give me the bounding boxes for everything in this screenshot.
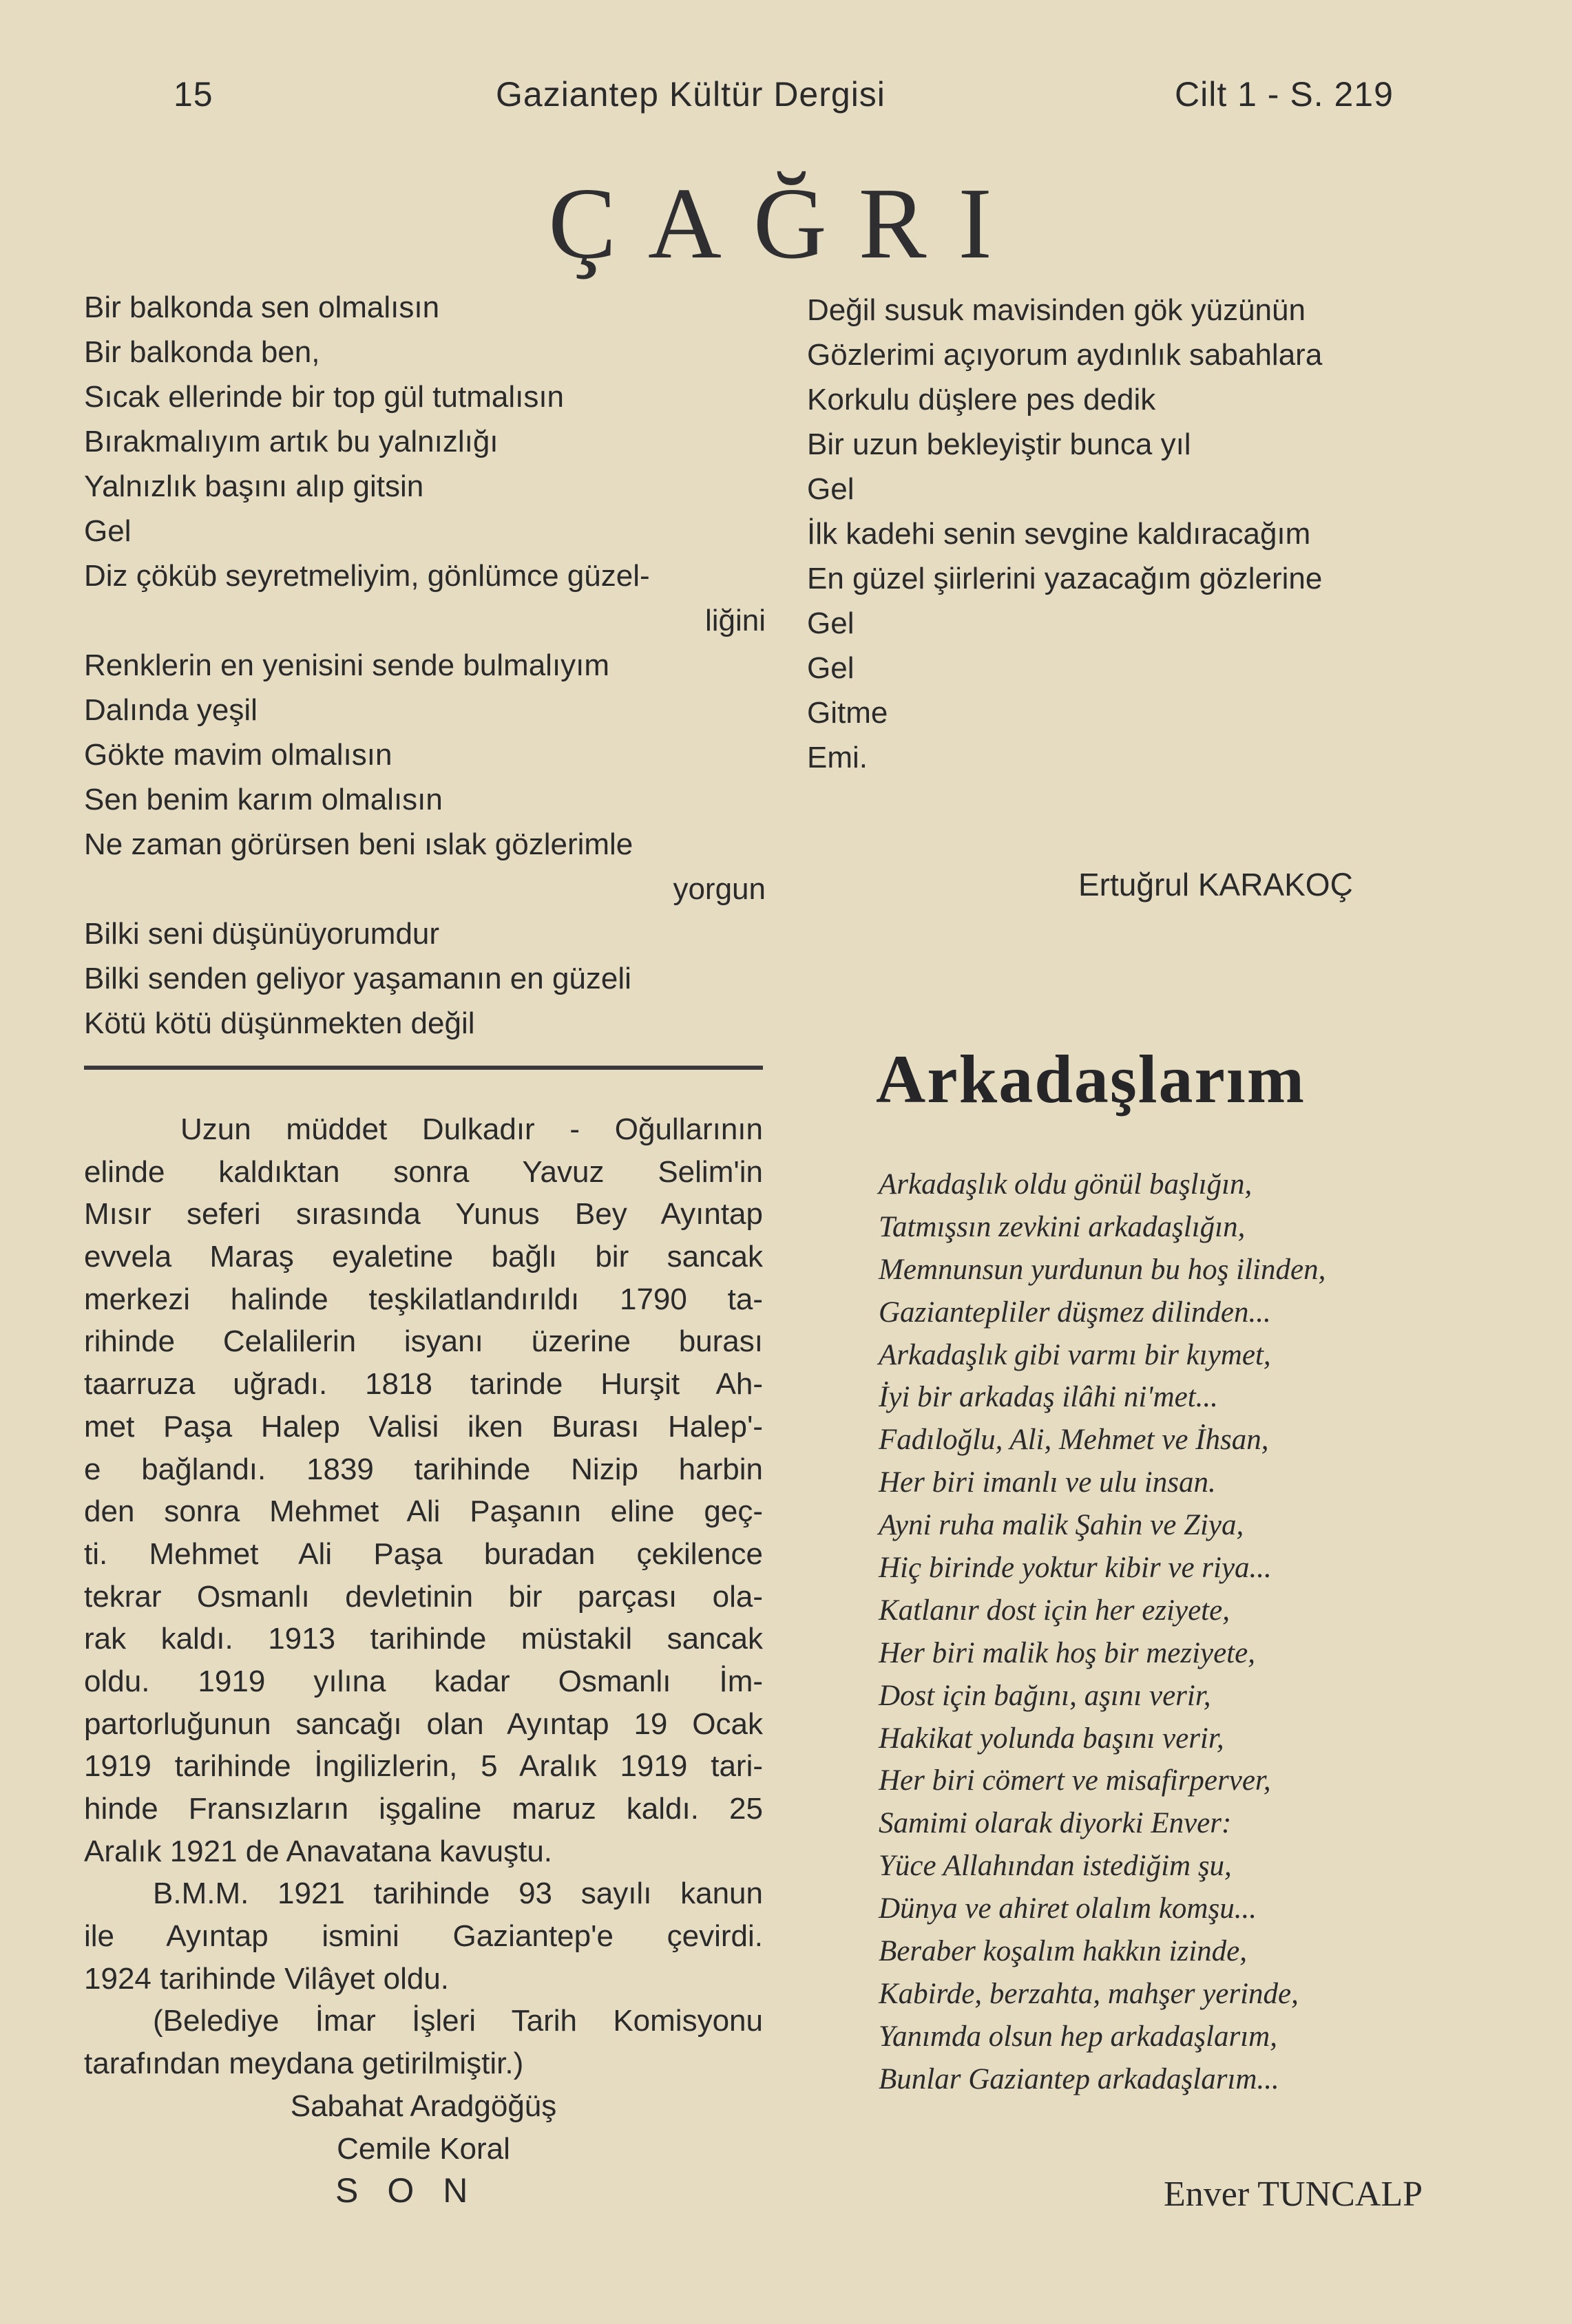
article-line: 1924 tarihinde Vilâyet oldu. xyxy=(84,1961,450,1996)
article-line: evvela Maraş eyaletine bağlı bir sancak xyxy=(84,1240,763,1274)
article-line: taarruza uğradı. 1818 tarinde Hurşit Ah- xyxy=(84,1367,763,1402)
poem-line: Bunlar Gaziantep arkadaşlarım... xyxy=(879,2062,1279,2095)
poem-line: Hiç birinde yoktur kibir ve riya... xyxy=(879,1552,1272,1585)
poem-title-arkadaslarim: Arkadaşlarım xyxy=(876,1041,1306,1117)
poem-line: Gaziantepliler düşmez dilinden... xyxy=(879,1296,1271,1329)
poem-line: Memnunsun yurdunun bu hoş ilinden, xyxy=(879,1253,1326,1286)
poem-line: Dalında yeşil xyxy=(84,693,258,727)
poem-line: Kabirde, berzahta, mahşer yerinde, xyxy=(879,1977,1299,2010)
article-line: (Belediye İmar İşleri Tarih Komisyonu xyxy=(153,2004,763,2038)
poem-cagri-author: Ertuğrul KARAKOÇ xyxy=(1078,867,1353,902)
poem-line: Bir balkonda sen olmalısın xyxy=(84,290,440,324)
article-line: tekrar Osmanlı devletinin bir parçası ola- xyxy=(84,1579,763,1614)
article-line: Uzun müddet Dulkadır - Oğullarının xyxy=(180,1112,763,1146)
section-divider xyxy=(84,1066,763,1070)
poem-line: Sen benim karım olmalısın xyxy=(84,783,443,816)
poem-line: Sıcak ellerinde bir top gül tutmalısın xyxy=(84,380,565,414)
magazine-name: Gaziantep Kültür Dergisi xyxy=(496,75,885,114)
poem-line: Gel xyxy=(84,514,132,548)
poem-line: Tatmışsın zevkini arkadaşlığın, xyxy=(879,1210,1246,1243)
history-article xyxy=(84,1108,763,2212)
poem-line: Gökte mavim olmalısın xyxy=(84,738,392,772)
poem-arkadaslarim xyxy=(879,1163,1498,2101)
article-line: Mısır seferi sırasında Yunus Bey Ayıntap xyxy=(84,1197,763,1232)
article-line: B.M.M. 1921 tarihinde 93 sayılı kanun xyxy=(153,1877,763,1911)
poem-line: liğini xyxy=(704,604,766,637)
article-line: Aralık 1921 de Anavatana kavuştu. xyxy=(84,1834,553,1868)
poem-cagri-left-column xyxy=(84,285,766,1046)
poem-line: Samimi olarak diyorki Enver: xyxy=(879,1807,1232,1840)
poem-line: Her biri malik hoş bir meziyete, xyxy=(879,1636,1255,1669)
article-line: e bağlandı. 1839 tarihinde Nizip harbin xyxy=(84,1452,763,1486)
article-line: den sonra Mehmet Ali Paşanın eline geç- xyxy=(84,1494,763,1529)
article-signer: Sabahat Aradgöğüş xyxy=(290,2089,557,2123)
article-end-mark: SON xyxy=(335,2171,497,2210)
poem-line: Değil susuk mavisinden gök yüzünün xyxy=(807,293,1306,327)
poem-line: Yüce Allahından istediğim şu, xyxy=(879,1850,1232,1883)
poem-line: Bilki seni düşünüyorumdur xyxy=(84,917,440,951)
poem-line: Fadıloğlu, Ali, Mehmet ve İhsan, xyxy=(879,1424,1269,1457)
poem-line: yorgun xyxy=(673,872,766,906)
page-number: 15 xyxy=(174,75,213,114)
article-line: merkezi halinde teşkilatlandırıldı 1790 ta- xyxy=(84,1282,763,1316)
poem-line: Gözlerimi açıyorum aydınlık sabahlara xyxy=(807,338,1323,372)
poem-line: Her biri imanlı ve ulu insan. xyxy=(879,1466,1216,1499)
poem-cagri-right-column xyxy=(807,288,1454,780)
article-line: oldu. 1919 yılına kadar Osmanlı İm- xyxy=(84,1664,763,1698)
poem-line: İlk kadehi senin sevgine kaldıracağım xyxy=(807,517,1311,551)
article-line: partorluğunun sancağı olan Ayıntap 19 Ocak xyxy=(84,1707,763,1741)
poem-line: En güzel şiirlerini yazacağım gözlerine xyxy=(807,562,1323,595)
poem-line: Emi. xyxy=(807,741,868,774)
poem-line: Arkadaşlık gibi varmı bir kıymet, xyxy=(879,1338,1271,1371)
poem-line: Bir uzun bekleyiştir bunca yıl xyxy=(807,427,1191,461)
poem-line: Hakikat yolunda başını verir, xyxy=(879,1722,1224,1755)
poem-line: Yalnızlık başını alıp gitsin xyxy=(84,469,424,503)
poem-line: Arkadaşlık oldu gönül başlığın, xyxy=(879,1168,1253,1201)
poem-title-cagri: ÇAĞRI xyxy=(548,167,1024,280)
poem-line: Beraber koşalım hakkın izinde, xyxy=(879,1935,1248,1968)
poem-line: Dünya ve ahiret olalım komşu... xyxy=(879,1892,1257,1925)
poem-line: Gel xyxy=(807,651,855,685)
article-line: 1919 tarihinde İngilizlerin, 5 Aralık 1919 tari- xyxy=(84,1749,763,1784)
poem-line: Diz çöküb seyretmeliyim, gönlümce güzel- xyxy=(84,559,650,593)
poem-line: Yanımda olsun hep arkadaşlarım, xyxy=(879,2020,1277,2053)
poem-line: Bir balkonda ben, xyxy=(84,335,320,369)
poem-line: Kötü kötü düşünmekten değil xyxy=(84,1006,475,1040)
article-line: ti. Mehmet Ali Paşa buradan çekilence xyxy=(84,1536,763,1571)
poem-line: Ne zaman görürsen beni ıslak gözlerimle xyxy=(84,827,633,861)
poem-arkadaslarim-author: Enver TUNCALP xyxy=(1164,2175,1423,2214)
poem-line: Her biri cömert ve misafirperver, xyxy=(879,1764,1271,1797)
poem-line: Gitme xyxy=(807,696,888,730)
article-line: elinde kaldıktan sonra Yavuz Selim'in xyxy=(84,1154,763,1189)
article-line: rak kaldı. 1913 tarihinde müstakil sancak xyxy=(84,1622,763,1656)
article-line: ile Ayıntap ismini Gaziantep'e çevirdi. xyxy=(84,1919,763,1954)
poem-line: Bilki senden geliyor yaşamanın en güzeli xyxy=(84,962,631,995)
article-line: rihinde Celalilerin isyanı üzerine burası xyxy=(84,1324,763,1359)
article-line: tarafından meydana getirilmiştir.) xyxy=(84,2047,524,2081)
poem-line: Renklerin en yenisini sende bulmalıyım xyxy=(84,648,610,682)
poem-line: Bırakmalıyım artık bu yalnızlığı xyxy=(84,425,499,458)
poem-line: Katlanır dost için her eziyete, xyxy=(879,1594,1230,1627)
poem-line: Ayni ruha malik Şahin ve Ziya, xyxy=(879,1509,1244,1542)
poem-line: Dost için bağını, aşını verir, xyxy=(879,1679,1211,1712)
poem-line: Korkulu düşlere pes dedik xyxy=(807,383,1156,416)
poem-line: Gel xyxy=(807,606,855,640)
article-signer: Cemile Koral xyxy=(337,2131,510,2166)
poem-line: Gel xyxy=(807,472,855,506)
article-line: met Paşa Halep Valisi iken Burası Halep'- xyxy=(84,1409,763,1444)
poem-line: İyi bir arkadaş ilâhi ni'met... xyxy=(879,1381,1218,1414)
article-line: hinde Fransızların işgaline maruz kaldı. 25 xyxy=(84,1792,763,1826)
volume-info: Cilt 1 - S. 219 xyxy=(1175,75,1394,114)
